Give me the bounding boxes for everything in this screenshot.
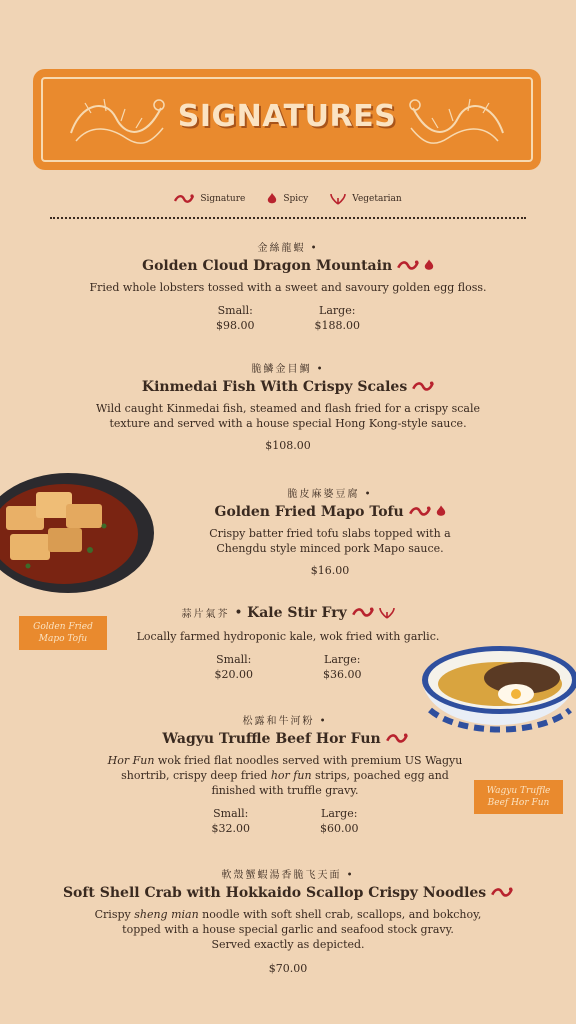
chinese-name: 脆皮麻婆豆腐 • [287,489,373,500]
dish-name: Golden Fried Mapo Tofu [150,504,510,520]
price-options [0,303,576,333]
legend-spicy [267,193,308,205]
leaf-icon [379,607,395,619]
page-title: SIGNATURES [177,99,397,134]
dish-name: Golden Cloud Dragon Mountain [0,258,576,274]
flame-icon [267,193,277,205]
dragon-ornament-icon [403,83,513,157]
mapo-tofu-photo [0,470,156,596]
chinese-name: 蒜片氣芥 [181,609,230,620]
dish-description: Locally farmed hydroponic kale, wok fried with garlic. [136,630,440,643]
dragon-signature-icon [412,380,434,393]
legend-signature [174,193,245,205]
legend-label: Vegetarian [352,194,402,204]
dish-description: Hor Fun wok fried flat noodles served with premium US Wagyu shortrib, crispy deep fried hor fun strips, poached egg and finished with truffle gravy. [107,754,463,797]
legend [0,193,576,205]
dish-name: Kinmedai Fish With Crispy Scales [0,379,576,395]
chinese-name: 金絲龍蝦 • [257,243,319,254]
photo-caption: Golden Fried Mapo Tofu [19,616,107,650]
dish-description: Crispy sheng mian noodle with soft shell crab, scallops, and bokchoy, topped with a house special garlic and seafood stock gravy. Served exactly as depicted. [94,908,482,951]
flame-icon [436,505,446,518]
dish-name: 蒜片氣芥 • Kale Stir Fry [0,605,576,621]
photo-caption: Wagyu Truffle Beef Hor Fun [474,780,563,814]
dish-description: Wild caught Kinmedai fish, steamed and flash fried for a crispy scale texture and served with a house special Hong Kong-style sauce. [95,402,480,430]
large-price: Large: $36.00 [323,653,362,681]
menu-item [0,866,576,975]
dish-price: $70.00 [268,962,308,975]
dish-name: Soft Shell Crab with Hokkaido Scallop Crispy Noodles [0,885,576,901]
small-price: Small: $98.00 [216,304,255,332]
header-banner [33,69,541,170]
small-price: Small: $20.00 [214,653,253,681]
leaf-icon [330,193,346,205]
small-price: Small: $32.00 [211,807,250,835]
chinese-name: 軟殼蟹蝦湯香脆飞天面 • [221,870,355,881]
dragon-signature-icon [397,259,419,272]
price-options [60,806,510,836]
menu-item [0,360,576,452]
menu-item [150,485,510,577]
dragon-signature-icon [386,732,408,745]
dish-description: Fried whole lobsters tossed with a sweet and savoury golden egg floss. [89,281,487,294]
chinese-name: 脆鱗金目鯛 • [251,364,325,375]
legend-vegetarian [330,193,401,205]
dotted-divider [50,217,526,219]
legend-label: Spicy [283,194,309,204]
dragon-signature-icon [352,606,374,619]
dish-name: Wagyu Truffle Beef Hor Fun [60,731,510,747]
large-price: Large: $60.00 [320,807,359,835]
menu-item [60,712,510,836]
flame-icon [424,259,434,272]
legend-label: Signature [200,194,246,204]
dragon-signature-icon [491,886,513,899]
large-price: Large: $188.00 [314,304,360,332]
dragon-signature-icon [409,505,431,518]
dragon-signature-icon [174,193,194,205]
menu-item [0,239,576,333]
dish-price: $16.00 [310,564,350,577]
dish-description: Crispy batter fried tofu slabs topped with a Chengdu style minced pork Mapo sauce. [209,527,451,555]
dish-price: $108.00 [265,439,311,452]
chinese-name: 松露和牛河粉 • [242,716,328,727]
